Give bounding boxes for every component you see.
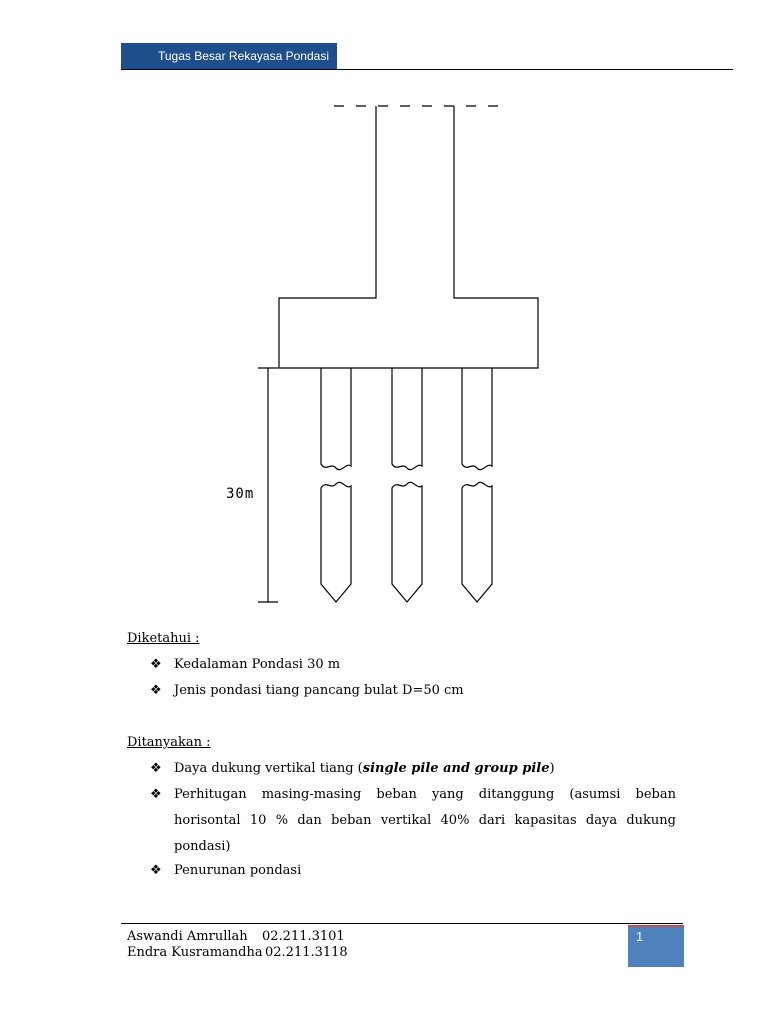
footer-rule [121, 923, 683, 924]
author-name: Endra Kusramandha [127, 945, 263, 960]
ditanyakan-item-3: Penurunan pondasi [174, 863, 302, 878]
bullet-icon: ❖ [150, 787, 162, 802]
ditanyakan-item-2-line-2: horisontal 10 % dan beban vertikal 40% dari kapasitas daya dukung [174, 813, 676, 828]
bullet-icon: ❖ [150, 761, 162, 776]
diketahui-title: Diketahui : [127, 631, 200, 646]
item1-italic: single pile and group pile [362, 761, 550, 776]
item1-pre: Daya dukung vertikal tiang ( [174, 761, 363, 776]
column [279, 106, 538, 368]
author-nim: 02.211.3101 [262, 929, 345, 944]
header-title: Tugas Besar Rekayasa Pondasi [158, 49, 329, 63]
page-number: 1 [636, 929, 644, 944]
ditanyakan-item-2-line-3: pondasi) [174, 839, 231, 854]
depth-label: 30m [226, 486, 255, 502]
pile-3 [462, 368, 492, 602]
diketahui-item: Jenis pondasi tiang pancang bulat D=50 cm [174, 683, 464, 698]
diketahui-item: Kedalaman Pondasi 30 m [174, 657, 341, 672]
item1-post: ) [549, 761, 555, 776]
author-nim: 02.211.3118 [265, 945, 348, 960]
pile-2 [392, 368, 422, 602]
bullet-icon: ❖ [150, 657, 162, 672]
pile-1 [321, 368, 351, 602]
ditanyakan-item-2-line-1: Perhitugan masing-masing beban yang ditanggung (asumsi beban [174, 787, 676, 802]
bullet-icon: ❖ [150, 683, 162, 698]
depth-dimension [258, 368, 278, 602]
bullet-icon: ❖ [150, 863, 162, 878]
author-name: Aswandi Amrullah [127, 929, 248, 944]
ditanyakan-title: Ditanyakan : [127, 735, 211, 750]
ditanyakan-item-1 [174, 761, 555, 776]
